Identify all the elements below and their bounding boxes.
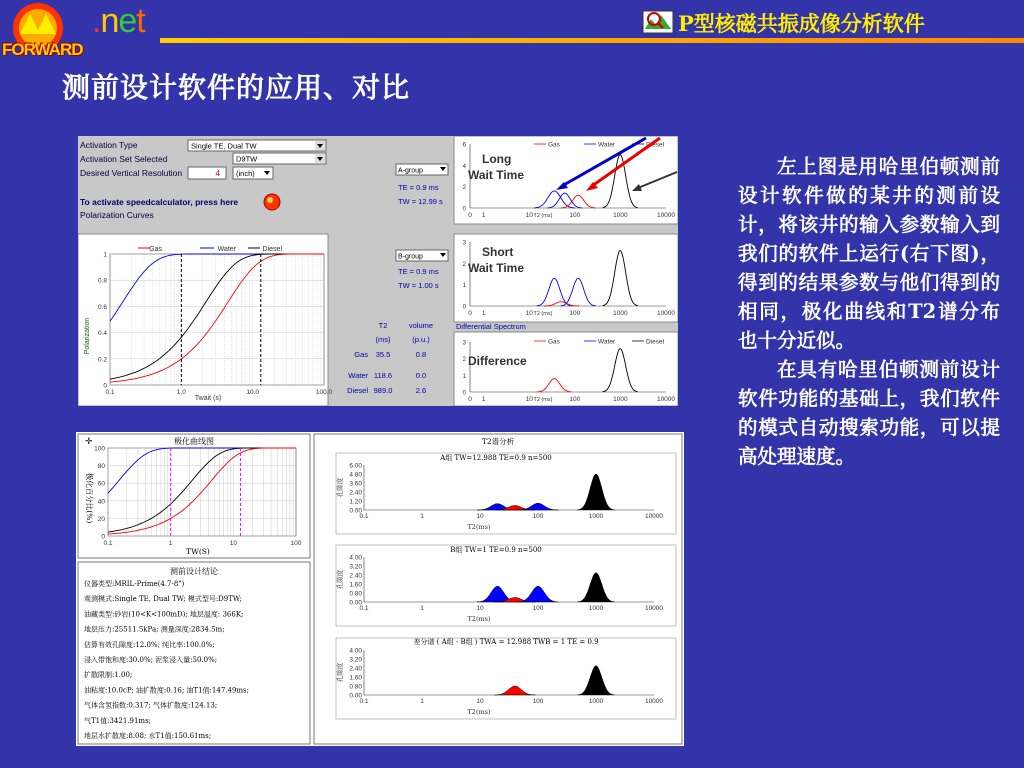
pol-curves-label: Polarization Curves <box>80 210 154 220</box>
table-row-t2: 989.0 <box>373 386 393 395</box>
t2-subframe <box>336 638 676 719</box>
upper-polarization-plot <box>98 252 333 397</box>
activation-type-label: Activation Type <box>80 140 138 150</box>
table-row-t2: 35.5 <box>375 350 391 359</box>
result-line: 油粘度:10.0cP; 油扩散度:0.16; 油T1值:147.49ms; <box>84 686 249 695</box>
spectrum-y-tick: 3 <box>462 340 466 347</box>
result-line: 地层水扩散度:8.08; 水T1值:150.61ms; <box>84 732 212 740</box>
spec1-title-b: Wait Time <box>468 168 525 182</box>
t2-x-tick: 1000 <box>588 605 604 612</box>
explanation-text <box>738 152 1000 471</box>
spec2-title-a: Short <box>482 245 514 259</box>
spectrum-x-tick: 1 <box>481 212 486 219</box>
spectrum-y-tick: 2 <box>462 185 466 192</box>
t2-title: T2谱分析 <box>481 437 515 446</box>
resolution-value: 4 <box>215 169 220 178</box>
lower-figure <box>76 432 684 746</box>
activate-text: To activate speedcalculator, press here <box>80 197 239 207</box>
table-row-name: Gas <box>354 350 368 359</box>
upper-figure <box>78 136 678 406</box>
logo-text: FORWARD <box>2 40 83 59</box>
spec3-title: Difference <box>468 354 527 368</box>
legend-diesel: Diesel <box>262 246 282 253</box>
button-highlight-icon <box>267 197 273 203</box>
agroup-value: A-group <box>398 167 423 175</box>
lower-polarization-plot <box>94 446 302 548</box>
spectrum-y-tick: 2 <box>462 357 466 364</box>
table-u1: (ms) <box>375 335 391 344</box>
t2-diff-header: 差分谱 ( A组 - B组 ) TWA = 12.988 TWB = 1 TE = 0.9 <box>413 638 599 646</box>
result-line: 油藏类型:砂岩(10<K<100mD); 地层温度: 366K; <box>84 610 244 619</box>
legend-label: Gas <box>548 338 560 346</box>
x-tick-label: 0.1 <box>103 540 113 547</box>
t2-y-tick: 2.40 <box>349 572 362 580</box>
table-row-volume: 2.6 <box>415 386 427 395</box>
activation-type-value: Single TE, Dual TW <box>191 141 257 151</box>
resolution-input[interactable] <box>188 167 226 179</box>
slide-title: 测前设计软件的应用、对比 <box>62 71 411 104</box>
t2-y-tick: 3.60 <box>349 480 362 488</box>
t2-y-label: 孔隙度 <box>336 662 344 683</box>
t2-volume-table <box>347 350 426 395</box>
t2-x-tick: 100 <box>532 513 544 520</box>
pol-ylabel: Polarization <box>84 317 91 355</box>
spectrum-x-tick: 1 <box>481 310 486 317</box>
result-line: 估算有效孔隙度:12.0%; 纯比率:100.0%; <box>84 640 215 649</box>
y-tick-label: 0 <box>101 533 105 541</box>
result-line: 气T1值:3421.91ms; <box>84 716 152 725</box>
lower-pol-xlabel: TW(S) <box>186 547 210 556</box>
net-logo <box>92 2 145 41</box>
legend-label: Gas <box>548 141 560 149</box>
spec1-title-a: Long <box>482 152 512 166</box>
net-n: n <box>100 2 119 40</box>
legend-label: Diesel <box>646 141 665 149</box>
table-row-name: Diesel <box>347 386 368 395</box>
t2-y-tick: 0.00 <box>349 507 362 515</box>
t2-x-tick: 0.1 <box>359 513 369 520</box>
y-tick-label: 80 <box>97 463 105 471</box>
t2-y-tick: 1.60 <box>349 581 362 589</box>
result-line: 浸入带饱和度:30.0%; 泥浆浸入量:50.0%; <box>84 656 218 664</box>
y-tick-label: 60 <box>97 480 105 488</box>
t2-x-tick: 100 <box>532 698 544 705</box>
y-tick-label: 1 <box>103 251 107 259</box>
spectrum-y-tick: 4 <box>462 163 466 170</box>
spectrum-y-tick: 2 <box>462 261 466 268</box>
y-tick-label: 0.6 <box>97 303 107 311</box>
spectrum-x-tick: 1000 <box>613 310 628 317</box>
x-tick-label: 100 <box>290 540 302 547</box>
t2-x-tick: 10000 <box>644 513 664 520</box>
spectrum-y-tick: 1 <box>462 283 466 290</box>
t2-x-tick: 10000 <box>644 698 664 705</box>
t2-y-tick: 1.60 <box>349 674 362 682</box>
activation-set-label: Activation Set Selected <box>80 154 168 164</box>
t2-x-tick: 100 <box>532 605 544 612</box>
result-line: 地层压力:25511.5kPa; 测量深度:2834.5m; <box>84 625 225 634</box>
result-title: 测前设计结论 <box>170 567 218 576</box>
t2-x-tick: 1000 <box>588 698 604 705</box>
spectrum-x-tick: 10000 <box>656 212 676 219</box>
diff-spectrum-label: Differential Spectrum <box>456 322 526 331</box>
spectrum-x-tick: 100 <box>569 396 581 403</box>
spectrum-x-tick: 1000 <box>613 212 628 219</box>
net-e: e <box>118 2 137 40</box>
t2-x-tick: 10 <box>476 698 484 705</box>
net-t: t <box>136 2 145 40</box>
table-row-volume: 0.8 <box>415 350 427 359</box>
legend-water: Water <box>217 246 236 253</box>
result-line: 扩散限制:1.00; <box>84 671 133 680</box>
y-tick-label: 100 <box>94 445 105 453</box>
spectrum-y-tick: 0 <box>462 206 466 213</box>
spectrum-y-tick: 1 <box>462 373 466 380</box>
x-tick-label: 1.0 <box>176 389 186 396</box>
lower-t2-plots <box>335 453 676 719</box>
t2-x-label: T2(ms) <box>467 615 491 623</box>
t2-x-label: T2(ms) <box>467 708 491 716</box>
t2-y-tick: 2.40 <box>349 665 362 673</box>
spectrum-x-tick: 10000 <box>656 396 676 403</box>
explanation-para-1: 左上图是用哈里伯顿测前设计软件做的某井的测前设计，将该井的输入参数输入到我们的软件上运行(右下图)，得到的结果参数与他们得到的相同，极化曲线和T2谱分布也十分近似。 <box>738 155 1000 352</box>
product-title: P型核磁共振成像分析软件 <box>678 11 925 36</box>
bgroup-tw: TW = 1.00 s <box>398 281 439 290</box>
spectrum-x-tick: 100 <box>569 310 581 317</box>
spectrum-y-tick: 6 <box>462 142 466 149</box>
resolution-unit: (inch) <box>236 169 255 178</box>
spec2-title-b: Wait Time <box>468 261 525 275</box>
spectrum-x-tick: 100 <box>569 212 581 219</box>
header-stripe <box>160 38 1024 43</box>
t2-a-header: A组 TW=12.988 TE=0.9 n=500 <box>440 454 552 462</box>
bgroup-value: B-group <box>398 253 423 261</box>
table-row-name: Water <box>348 371 368 380</box>
t2-y-tick: 0.80 <box>349 683 362 691</box>
t2-x-tick: 10 <box>476 605 484 612</box>
y-tick-label: 0 <box>103 382 107 390</box>
resolution-label: Desired Vertical Resolution <box>80 168 183 178</box>
x-tick-label: 1 <box>168 540 173 547</box>
spectrum-x-tick: 10000 <box>656 310 676 317</box>
t2-x-tick: 10 <box>476 513 484 520</box>
t2-y-tick: 3.20 <box>349 656 362 664</box>
t2-y-label: 孔隙度 <box>336 569 344 590</box>
spectrum-y-tick: 0 <box>462 304 466 311</box>
result-line: 仪器类型:MRIL-Prime(4.7-8") <box>84 580 185 588</box>
t2-x-tick: 1 <box>420 698 424 705</box>
t2-x-tick: 0.1 <box>359 605 369 612</box>
activation-set-value: D9TW <box>236 154 258 164</box>
t2-y-tick: 6.00 <box>349 462 362 470</box>
x-tick-label: 10.0 <box>246 389 259 396</box>
table-h2: volume <box>408 321 434 330</box>
t2-x-tick: 1 <box>420 605 424 612</box>
x-tick-label: 0.1 <box>105 389 115 396</box>
table-h1: T2 <box>378 321 388 330</box>
t2-subframe <box>336 545 676 626</box>
spectrum-x-tick: 10 <box>525 396 533 403</box>
t2-x-label: T2(ms) <box>467 523 491 531</box>
legend-label: Water <box>598 338 616 346</box>
table-u2: (p.u.) <box>412 335 430 344</box>
table-row-t2: 118.6 <box>373 371 393 380</box>
spectrum-x-tick: 0 <box>468 310 472 317</box>
spectrum-y-tick: 0 <box>462 390 466 397</box>
our-software-screenshot <box>76 432 684 746</box>
spectrum-x-label: T2 (ms) <box>533 213 553 219</box>
spectrum-x-tick: 10 <box>525 212 533 219</box>
spectrum-x-label: T2 (ms) <box>533 397 553 403</box>
t2-y-tick: 1.20 <box>349 498 362 506</box>
t2-b-header: B组 TW=1 TE=0.9 n=500 <box>450 546 542 554</box>
legend-label: Water <box>598 141 616 149</box>
result-line: 气体含氢指数:0.317; 气体扩散度:124.13; <box>84 701 218 710</box>
explanation-para-2: 在具有哈里伯顿测前设计软件功能的基础上，我们软件的模式自动搜索功能，可以提高处理速度。 <box>738 358 1000 468</box>
t2-y-tick: 0.80 <box>349 590 362 598</box>
legend-gas: Gas <box>149 246 162 253</box>
y-tick-label: 0.4 <box>97 330 107 338</box>
x-tick-label: 10 <box>229 540 237 547</box>
result-line: 观测模式:Single TE, Dual TW; 模式型号:D9TW; <box>84 595 242 604</box>
t2-y-tick: 4.00 <box>349 647 362 655</box>
t2-y-tick: 4.80 <box>349 471 362 479</box>
x-tick-label: 100.0 <box>315 389 333 396</box>
t2-y-tick: 0.00 <box>349 599 362 607</box>
table-row-volume: 0.0 <box>415 371 427 380</box>
lower-pol-title: 极化曲线图 <box>174 437 214 446</box>
spectrum-x-tick: 0 <box>468 396 472 403</box>
lower-pol-ylabel: 极化百分比(%) <box>85 472 94 524</box>
legend-label: Diesel <box>646 338 665 346</box>
y-tick-label: 40 <box>97 498 105 506</box>
t2-y-tick: 0.00 <box>349 692 362 700</box>
spectrum-x-tick: 1 <box>481 396 486 403</box>
net-dot: . <box>92 2 101 40</box>
spectrum-x-tick: 1000 <box>613 396 628 403</box>
difference-spectrum <box>454 332 678 406</box>
spectrum-x-tick: 0 <box>468 212 472 219</box>
y-tick-label: 0.8 <box>97 277 107 285</box>
spectrum-x-tick: 10 <box>525 310 533 317</box>
agroup-te: TE = 0.9 ms <box>398 183 439 192</box>
y-tick-label: 20 <box>97 515 105 523</box>
agroup-tw: TW = 12.99 s <box>398 197 443 206</box>
bgroup-te: TE = 0.9 ms <box>398 267 439 276</box>
t2-x-tick: 1 <box>420 513 424 520</box>
spectrum-y-tick: 3 <box>462 240 466 247</box>
t2-x-tick: 10000 <box>644 605 664 612</box>
t2-y-tick: 3.20 <box>349 563 362 571</box>
t2-subframe <box>336 453 676 534</box>
pol-xlabel: Twait (s) <box>194 395 222 402</box>
spectrum-x-label: T2 (ms) <box>533 311 553 317</box>
crosshair-icon: ✛ <box>85 437 93 447</box>
halliburton-software-screenshot <box>78 136 678 406</box>
t2-y-tick: 2.40 <box>349 489 362 497</box>
t2-y-label: 孔隙度 <box>336 477 344 498</box>
t2-x-tick: 1000 <box>588 513 604 520</box>
magnifier-icon <box>642 9 674 35</box>
t2-y-tick: 4.00 <box>349 554 362 562</box>
t2-x-tick: 0.1 <box>359 698 369 705</box>
y-tick-label: 0.2 <box>97 356 107 364</box>
